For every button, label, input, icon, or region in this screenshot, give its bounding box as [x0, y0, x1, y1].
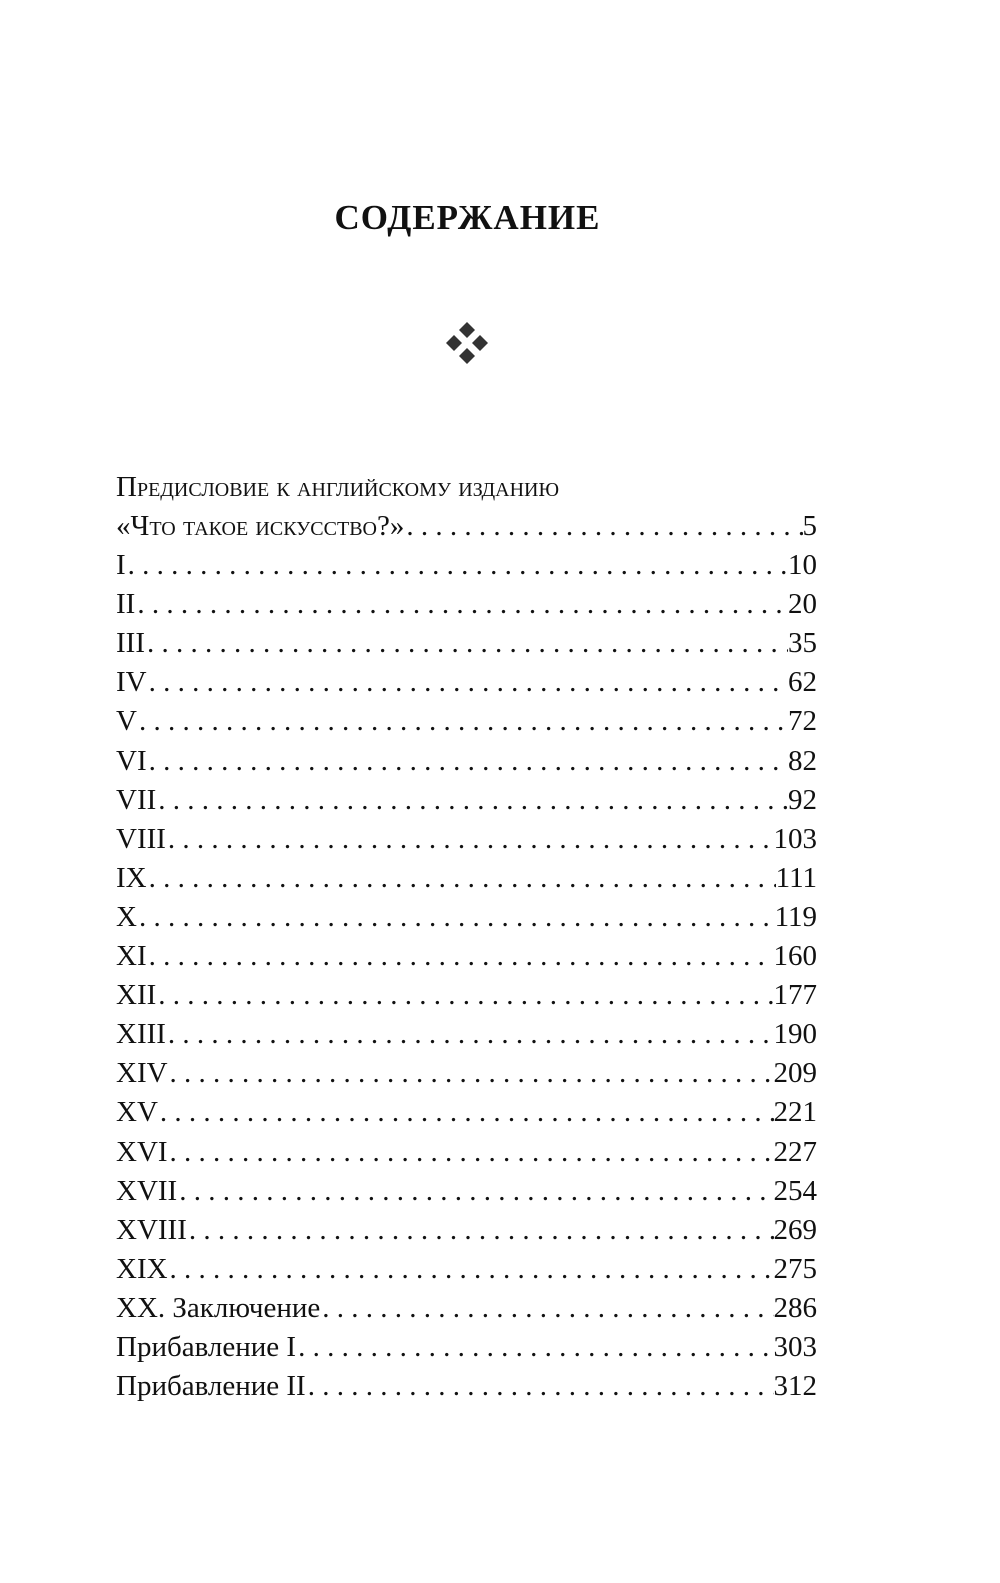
- toc-entry-page: 177: [773, 979, 817, 1012]
- dot-leader: [147, 937, 774, 976]
- toc-entry[interactable]: [116, 1054, 817, 1093]
- dot-leader: [147, 663, 788, 702]
- toc-entry-page: 103: [773, 822, 817, 855]
- toc-entry-page: 20: [788, 588, 817, 621]
- table-of-contents: [116, 468, 817, 1406]
- toc-entry-label: VIII: [116, 822, 166, 855]
- page-title: СОДЕРЖАНИЕ: [334, 198, 601, 237]
- toc-entry-label: XIX: [116, 1252, 168, 1285]
- toc-entry-label: XX. Заключение: [116, 1291, 321, 1324]
- toc-entry-label: IX: [116, 861, 147, 894]
- ornament-diamond-left: [446, 335, 462, 351]
- dot-leader: [158, 1093, 774, 1132]
- toc-entry[interactable]: [116, 1172, 817, 1211]
- toc-entry-page: 111: [775, 861, 817, 894]
- dot-leader: [137, 898, 775, 937]
- toc-entry-label: Прибавление I: [116, 1330, 297, 1363]
- dot-leader: [187, 1211, 774, 1250]
- toc-entry-label: III: [116, 627, 145, 660]
- toc-entry[interactable]: [116, 1289, 817, 1328]
- toc-entry[interactable]: [116, 702, 817, 741]
- dot-leader: [135, 585, 788, 624]
- toc-entry-label: II: [116, 588, 136, 621]
- toc-entry-page: 72: [788, 705, 817, 738]
- toc-entry-label: VII: [116, 783, 157, 816]
- toc-entry-label: I: [116, 549, 126, 582]
- toc-entry[interactable]: [116, 1328, 817, 1367]
- ornament-diamond-bottom: [459, 348, 475, 364]
- toc-entry-label: XVII: [116, 1174, 178, 1207]
- toc-entry-preface[interactable]: [116, 507, 817, 546]
- dot-leader: [137, 702, 788, 741]
- toc-entry[interactable]: [116, 820, 817, 859]
- toc-entry-page: 254: [773, 1174, 817, 1207]
- dot-leader: [156, 976, 773, 1015]
- dot-leader: [306, 1367, 774, 1406]
- toc-entry-page: 303: [773, 1330, 817, 1363]
- dot-leader: [296, 1328, 773, 1367]
- toc-entry-label: XVI: [116, 1135, 168, 1168]
- toc-entry[interactable]: [116, 781, 817, 820]
- toc-entry[interactable]: [116, 859, 817, 898]
- toc-entry-page: 275: [773, 1252, 817, 1285]
- toc-entry[interactable]: [116, 585, 817, 624]
- toc-preface-title: Предисловие к английскому изданию: [116, 471, 560, 503]
- toc-entry[interactable]: [116, 546, 817, 585]
- toc-entry[interactable]: [116, 1015, 817, 1054]
- toc-entry-label: «Что такое искусство?»: [116, 510, 405, 542]
- toc-entry-page: 190: [773, 1018, 817, 1051]
- toc-entry-label: VI: [116, 744, 147, 777]
- toc-entry-page: 221: [773, 1096, 817, 1129]
- toc-entry-label: V: [116, 705, 137, 738]
- dot-leader: [177, 1172, 773, 1211]
- toc-entry-page: 82: [788, 744, 817, 777]
- toc-entry-page: 92: [788, 783, 817, 816]
- dot-leader: [166, 820, 774, 859]
- toc-entry-label: XII: [116, 979, 157, 1012]
- toc-entry-label: IV: [116, 666, 147, 699]
- toc-entry[interactable]: [116, 624, 817, 663]
- toc-entry-page: 312: [773, 1370, 817, 1403]
- toc-entry[interactable]: [116, 1211, 817, 1250]
- dot-leader: [147, 742, 788, 781]
- dot-leader: [156, 781, 788, 820]
- toc-entry-page: 227: [773, 1135, 817, 1168]
- toc-entry-list: [116, 546, 817, 1406]
- ornament-diamond-right: [472, 335, 488, 351]
- dot-leader: [168, 1250, 774, 1289]
- dot-leader: [168, 1054, 774, 1093]
- toc-entry-label: X: [116, 900, 137, 933]
- toc-entry-page: 269: [773, 1213, 817, 1246]
- toc-entry-page: 5: [802, 510, 817, 542]
- dot-leader: [168, 1133, 774, 1172]
- dot-leader: [126, 546, 788, 585]
- toc-entry-label: XI: [116, 940, 147, 973]
- toc-entry[interactable]: [116, 742, 817, 781]
- toc-entry-label: Прибавление II: [116, 1370, 306, 1403]
- toc-entry[interactable]: [116, 1133, 817, 1172]
- toc-entry-label: XVIII: [116, 1213, 187, 1246]
- toc-entry-page: 62: [788, 666, 817, 699]
- toc-entry-label: XIII: [116, 1018, 166, 1051]
- toc-entry[interactable]: [116, 1250, 817, 1289]
- dot-leader: [145, 624, 788, 663]
- dot-leader: [404, 507, 802, 546]
- toc-entry[interactable]: [116, 898, 817, 937]
- toc-entry-page: 10: [788, 549, 817, 582]
- toc-entry[interactable]: [116, 976, 817, 1015]
- dot-leader: [320, 1289, 773, 1328]
- ornament-icon: [444, 320, 490, 366]
- toc-entry-page: 35: [788, 627, 817, 660]
- toc-entry[interactable]: [116, 1093, 817, 1132]
- toc-entry[interactable]: [116, 937, 817, 976]
- toc-entry-label: XIV: [116, 1057, 168, 1090]
- toc-entry-page: 286: [773, 1291, 817, 1324]
- dot-leader: [147, 859, 776, 898]
- toc-entry-label: XV: [116, 1096, 158, 1129]
- toc-entry[interactable]: [116, 663, 817, 702]
- ornament-diamond-top: [459, 322, 475, 338]
- toc-entry-page: 160: [773, 940, 817, 973]
- toc-entry-page: 119: [774, 900, 817, 933]
- toc-entry-page: 209: [773, 1057, 817, 1090]
- toc-entry[interactable]: [116, 1367, 817, 1406]
- dot-leader: [166, 1015, 774, 1054]
